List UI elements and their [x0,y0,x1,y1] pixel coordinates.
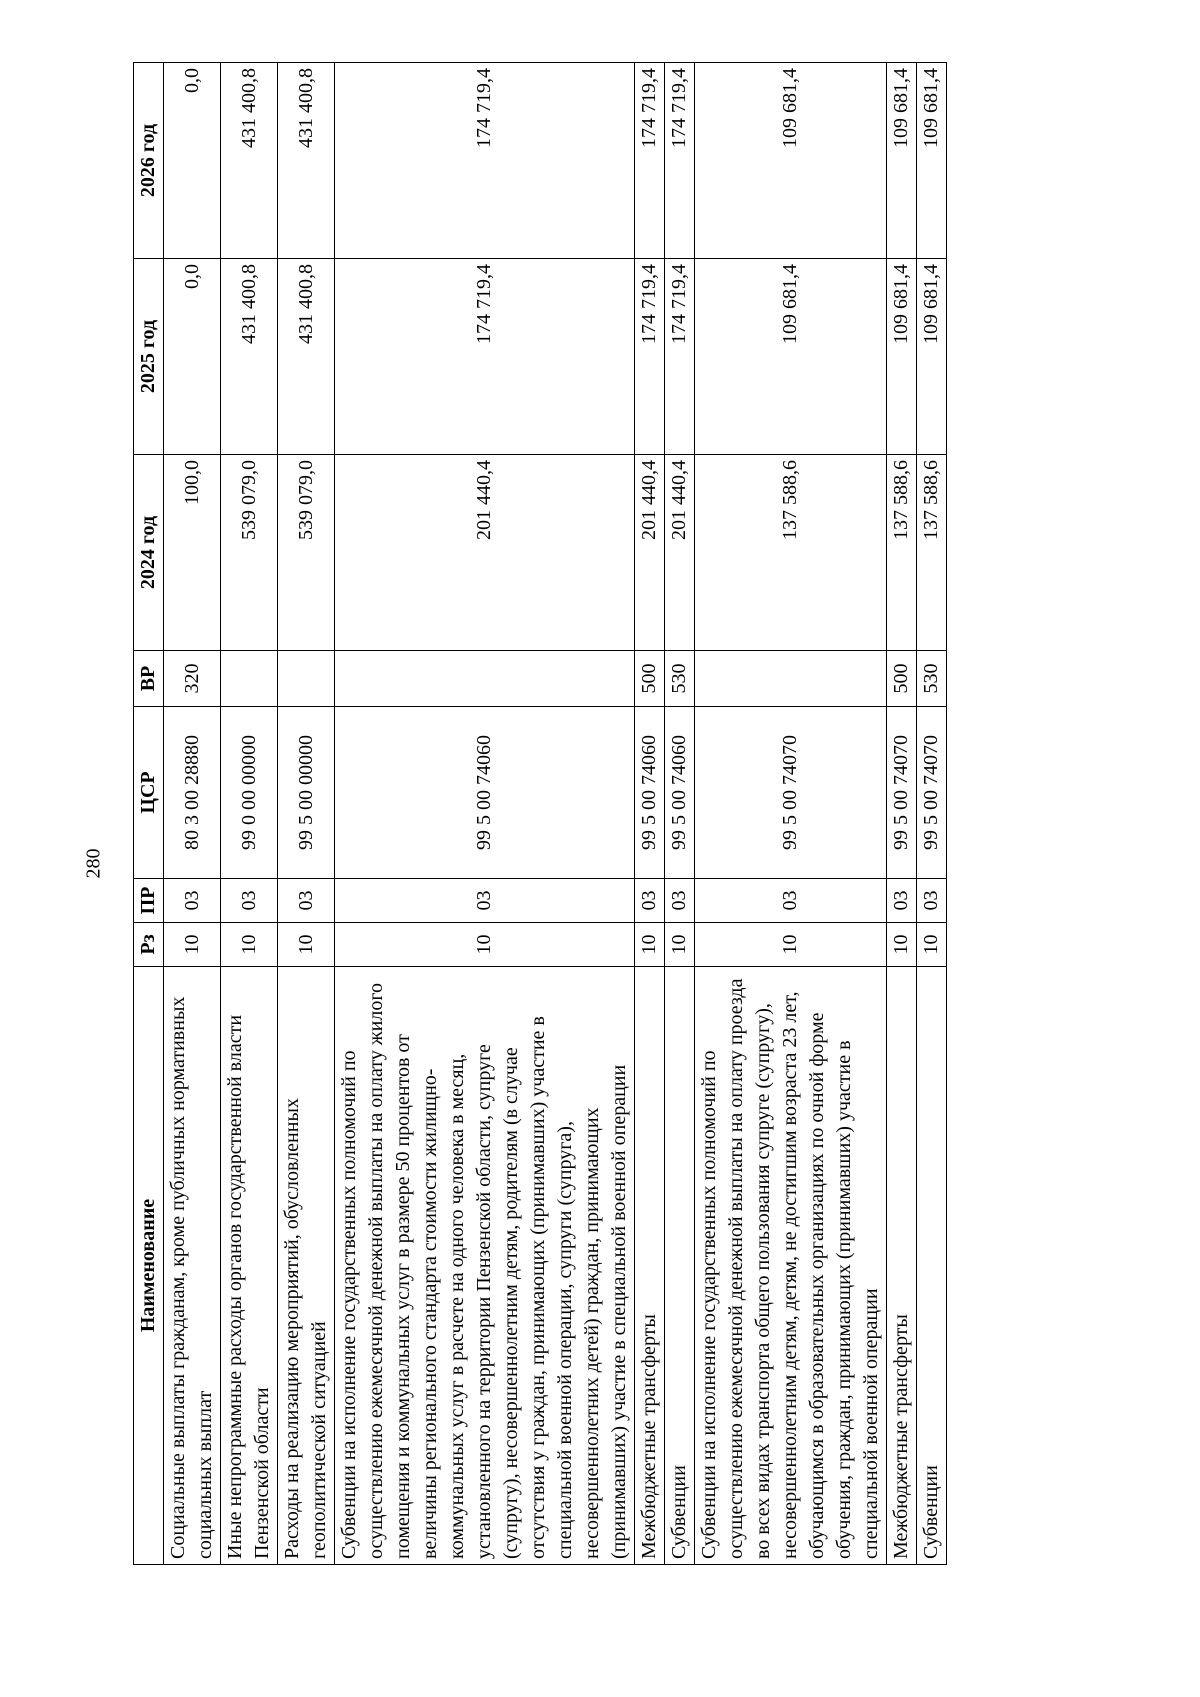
cell-csr: 99 5 00 74060 [665,707,695,879]
cell-2026: 174 719,4 [665,63,695,259]
cell-vr: 500 [887,651,917,707]
cell-name: Субвенции на исполнение государственных полномочий по осуществлению ежемесячной денежной выплаты на оплату жилого помещения и коммунальных услуг в размере 50 процентов от величины регионального стандарта стоимости жилищно-коммунальных услуг в расчете на одного человека в месяц, установленного на территории Пензенской области, супруге (супругу), несовершеннолетним детям, родителям (в случае отсутствия у граждан, принимающих (принимавших) участие в специальной военной операции, супруги (супруга), несовершеннолетних детей) граждан, принимающих (принимавших) участие в специальной военной операции [335,967,635,1565]
header-vr: ВР [134,651,164,707]
cell-csr: 99 0 00 00000 [221,707,278,879]
cell-2025: 109 681,4 [917,259,947,455]
cell-rz: 10 [695,923,887,967]
cell-rz: 10 [635,923,665,967]
cell-pr: 03 [635,879,665,923]
page-number: 280 [82,848,105,879]
cell-2024: 201 440,4 [635,455,665,651]
table-row [695,63,887,1565]
header-csr: ЦСР [134,707,164,879]
cell-csr: 99 5 00 74060 [335,707,635,879]
budget-table [133,62,947,1565]
cell-name: Расходы на реализацию мероприятий, обусловленных геополитической ситуацией [278,967,335,1565]
header-2025: 2025 год [134,259,164,455]
cell-pr: 03 [695,879,887,923]
cell-rz: 10 [221,923,278,967]
cell-2026: 174 719,4 [635,63,665,259]
table-row [164,63,221,1565]
table-row [887,63,917,1565]
cell-name: Субвенции на исполнение государственных полномочий по осуществлению ежемесячной денежной выплаты на оплату проезда во всех видах транспорта общего пользования супруге (супругу), несовершеннолетним детям, детям, не достигшим возраста 23 лет, обучающимся в образовательных организациях по очной форме обучения, граждан, принимающих (принимавших) участие в специальной военной операции [695,967,887,1565]
cell-pr: 03 [221,879,278,923]
header-rz: Рз [134,923,164,967]
cell-2026: 431 400,8 [278,63,335,259]
cell-vr: 320 [164,651,221,707]
header-2024: 2024 год [134,455,164,651]
table-row [635,63,665,1565]
cell-name: Межбюджетные трансферты [887,967,917,1565]
cell-rz: 10 [665,923,695,967]
cell-2026: 109 681,4 [695,63,887,259]
table-header-row [134,63,164,1565]
cell-csr: 99 5 00 74070 [887,707,917,879]
cell-2026: 0,0 [164,63,221,259]
cell-2025: 431 400,8 [278,259,335,455]
cell-vr: 500 [635,651,665,707]
cell-2026: 174 719,4 [335,63,635,259]
cell-pr: 03 [665,879,695,923]
header-2026: 2026 год [134,63,164,259]
cell-2025: 109 681,4 [887,259,917,455]
table-row [335,63,635,1565]
cell-2025: 431 400,8 [221,259,278,455]
cell-2024: 539 079,0 [278,455,335,651]
cell-2024: 539 079,0 [221,455,278,651]
header-name: Наименование [134,967,164,1565]
cell-2024: 201 440,4 [665,455,695,651]
cell-pr: 03 [278,879,335,923]
cell-2026: 109 681,4 [887,63,917,259]
cell-pr: 03 [887,879,917,923]
cell-2024: 137 588,6 [917,455,947,651]
cell-2024: 201 440,4 [335,455,635,651]
cell-vr: 530 [917,651,947,707]
cell-csr: 80 3 00 28880 [164,707,221,879]
cell-vr [335,651,635,707]
cell-csr: 99 5 00 00000 [278,707,335,879]
cell-rz: 10 [887,923,917,967]
cell-pr: 03 [917,879,947,923]
cell-2024: 100,0 [164,455,221,651]
cell-pr: 03 [164,879,221,923]
cell-2025: 174 719,4 [335,259,635,455]
cell-vr [695,651,887,707]
cell-2026: 109 681,4 [917,63,947,259]
cell-2024: 137 588,6 [695,455,887,651]
cell-pr: 03 [335,879,635,923]
cell-rz: 10 [335,923,635,967]
cell-2025: 174 719,4 [665,259,695,455]
cell-name: Социальные выплаты гражданам, кроме публичных нормативных социальных выплат [164,967,221,1565]
table-row [917,63,947,1565]
cell-csr: 99 5 00 74070 [695,707,887,879]
budget-table-container [133,65,947,1565]
table-row [278,63,335,1565]
cell-2025: 109 681,4 [695,259,887,455]
cell-csr: 99 5 00 74060 [635,707,665,879]
cell-rz: 10 [917,923,947,967]
cell-name: Иные непрограммные расходы органов государственной власти Пензенской области [221,967,278,1565]
cell-name: Субвенции [917,967,947,1565]
cell-2024: 137 588,6 [887,455,917,651]
cell-2025: 174 719,4 [635,259,665,455]
table-row [665,63,695,1565]
cell-rz: 10 [278,923,335,967]
cell-2025: 0,0 [164,259,221,455]
cell-name: Субвенции [665,967,695,1565]
cell-csr: 99 5 00 74070 [917,707,947,879]
cell-name: Межбюджетные трансферты [635,967,665,1565]
cell-rz: 10 [164,923,221,967]
cell-vr: 530 [665,651,695,707]
cell-vr [278,651,335,707]
header-pr: ПР [134,879,164,923]
cell-2026: 431 400,8 [221,63,278,259]
table-row [221,63,278,1565]
cell-vr [221,651,278,707]
